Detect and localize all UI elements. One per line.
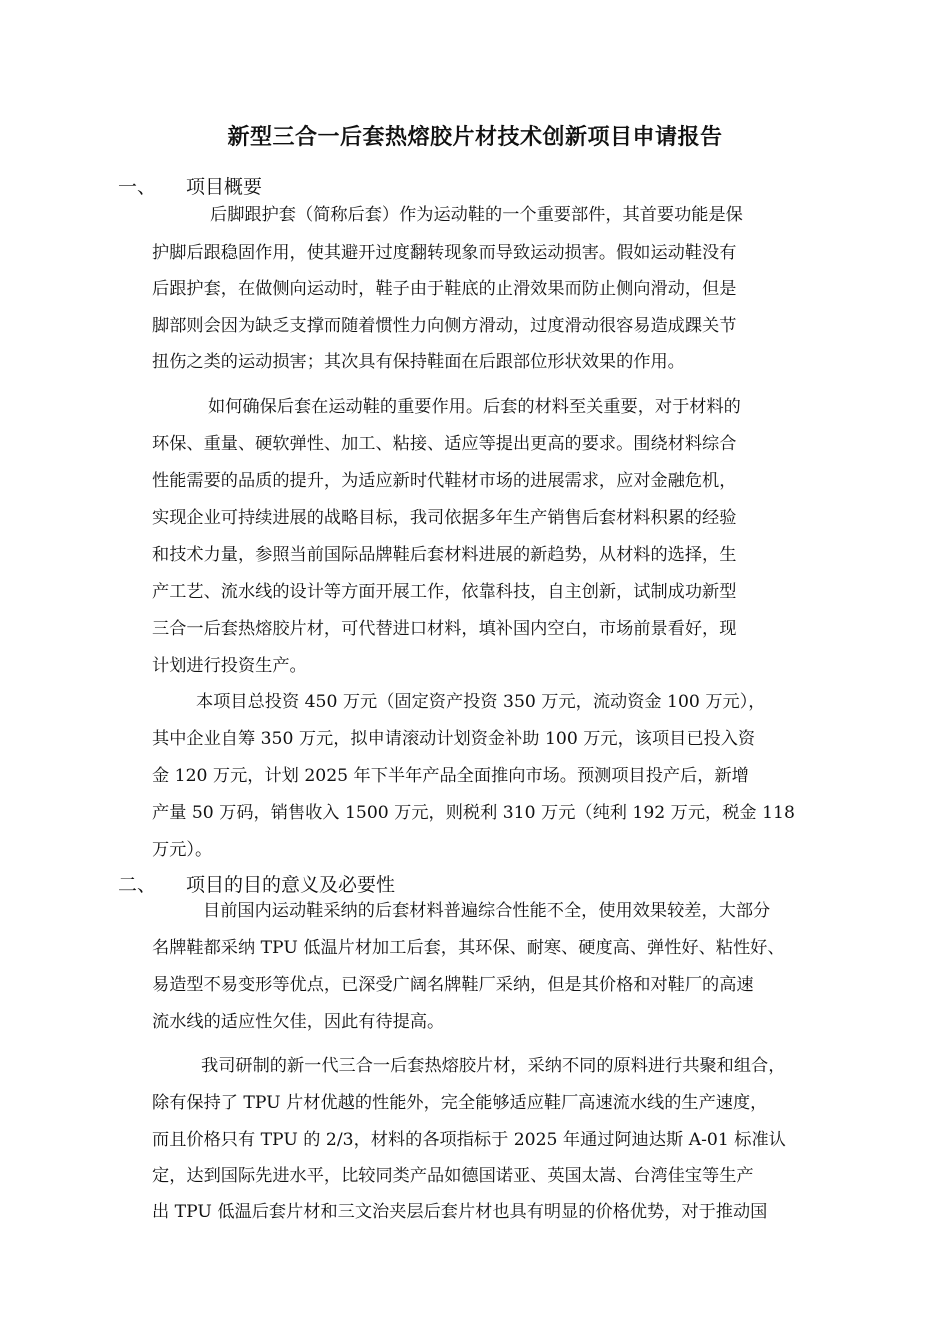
section-number: 一、 [118,176,157,198]
section-title: 项目概要 [186,176,263,198]
text-line: 本项目总投资 450 万元（固定资产投资 350 万元，流动资金 100 万元）， [196,692,766,712]
text-line: 金 120 万元，计划 2025 年下半年产品全面推向市场。预测项目投产后，新增 [152,766,749,786]
section-heading-1 [118,172,262,199]
document-title: 新型三合一后套热熔胶片材技术创新项目申请报告 [227,124,723,150]
text-line: 环保、重量、硬软弹性、加工、粘接、适应等提出更高的要求。围绕材料综合 [152,434,737,454]
text-line: 而且价格只有 TPU 的 2/3，材料的各项指标于 2025 年通过阿迪达斯 A-01 标准认 [152,1130,786,1150]
text-line: 后脚跟护套（简称后套）作为运动鞋的一个重要部件，其首要功能是保 [210,205,743,225]
text-line: 出 TPU 低温后套片材和三文治夹层后套片材也具有明显的价格优势，对于推动国 [152,1202,768,1222]
text-line: 万元）。 [152,840,213,860]
text-line: 产量 50 万码，销售收入 1500 万元，则税利 310 万元（纯利 192 万元，税金 118 [152,803,795,823]
section-title: 项目的目的意义及必要性 [186,874,396,896]
text-line: 易造型不易变形等优点，已深受广阔名牌鞋厂采纳，但是其价格和对鞋厂的高速 [152,975,754,995]
text-line: 定，达到国际先进水平，比较同类产品如德国诺亚、英国太嵩、台湾佳宝等生产 [152,1166,754,1186]
text-line: 流水线的适应性欠佳，因此有待提高。 [152,1012,445,1032]
text-line: 如何确保后套在运动鞋的重要作用。后套的材料至关重要，对于材料的 [208,397,741,417]
section-number: 二、 [118,874,157,896]
text-line: 护脚后跟稳固作用，使其避开过度翻转现象而导致运动损害。假如运动鞋没有 [152,243,737,263]
text-line: 脚部则会因为缺乏支撑而随着惯性力向侧方滑动，过度滑动很容易造成踝关节 [152,316,737,336]
text-line: 其中企业自筹 350 万元，拟申请滚动计划资金补助 100 万元，该项目已投入资 [152,729,756,749]
text-line: 实现企业可持续进展的战略目标，我司依据多年生产销售后套材料积累的经验 [152,508,737,528]
text-line: 我司研制的新一代三合一后套热熔胶片材，采纳不同的原料进行共聚和组合， [201,1056,786,1076]
text-line: 性能需要的品质的提升，为适应新时代鞋材市场的进展需求，应对金融危机， [152,471,737,491]
text-line: 除有保持了 TPU 片材优越的性能外，完全能够适应鞋厂高速流水线的生产速度， [152,1093,768,1113]
text-line: 和技术力量，参照当前国际品牌鞋后套材料进展的新趋势，从材料的选择，生 [152,545,737,565]
text-line: 产工艺、流水线的设计等方面开展工作，依靠科技，自主创新，试制成功新型 [152,582,737,602]
text-line: 扭伤之类的运动损害；其次具有保持鞋面在后跟部位形状效果的作用。 [152,352,685,372]
text-line: 后跟护套，在做侧向运动时，鞋子由于鞋底的止滑效果而防止侧向滑动，但是 [152,279,737,299]
section-heading-2 [118,870,395,897]
text-line: 名牌鞋都采纳 TPU 低温片材加工后套，其环保、耐寒、硬度高、弹性好、粘性好、 [152,938,785,958]
text-line: 三合一后套热熔胶片材，可代替进口材料，填补国内空白，市场前景看好，现 [152,619,737,639]
text-line: 目前国内运动鞋采纳的后套材料普遍综合性能不全，使用效果较差，大部分 [203,901,771,921]
text-line: 计划进行投资生产。 [152,656,307,676]
